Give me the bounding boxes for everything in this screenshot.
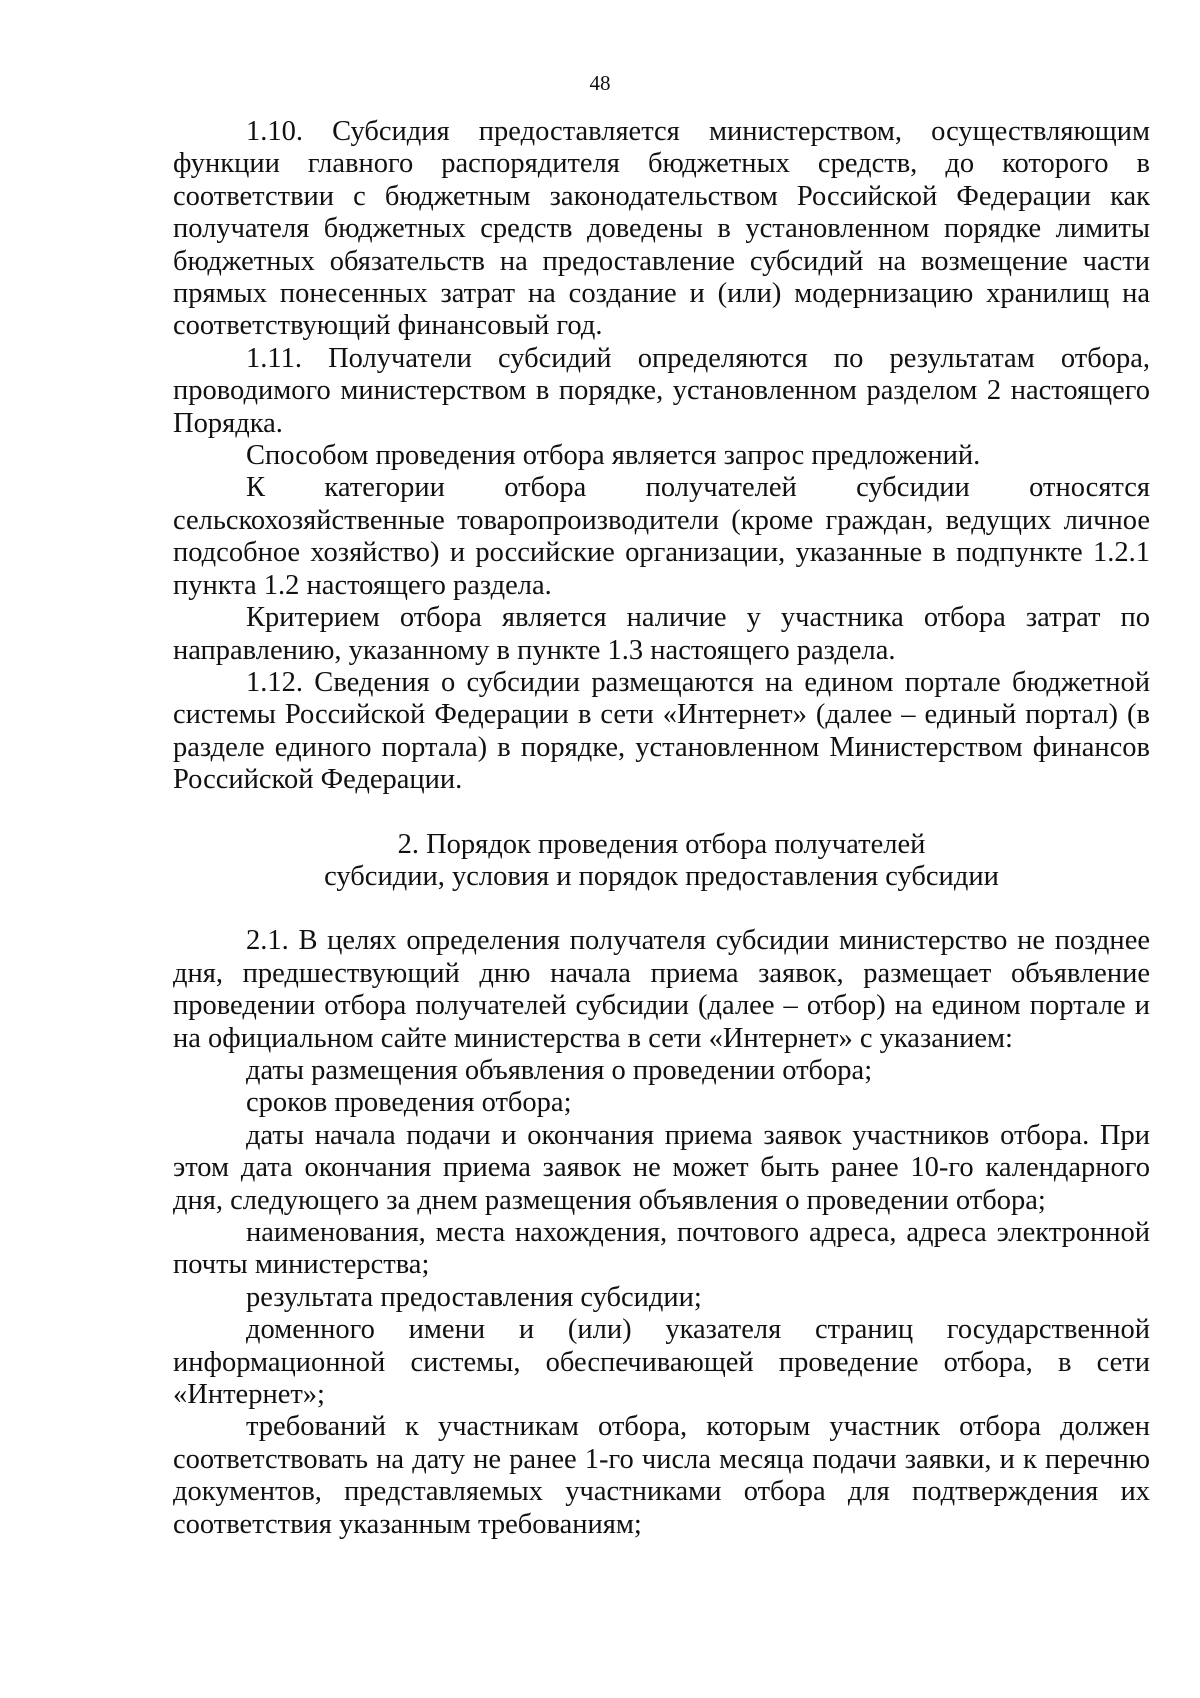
paragraph-2-1: 2.1. В целях определения получателя субсидии министерство не позднее дня, предшествующий дню начала приема заявок, размещает объявление проведении отбора получателей субсидии (далее – отбор) на едином портале и на официальном сайте министерства в сети «Интернет» с указанием: — [173, 925, 1150, 1054]
section-heading-line-2: субсидии, условия и порядок предоставления субсидии — [324, 860, 999, 892]
paragraph-1-10: 1.10. Субсидия предоставляется министерством, осуществляющим функции главного распорядителя бюджетных средств, до которого в соответствии с бюджетным законодательством Российской Федерации как получателя бюджетных средств доведены в установленном порядке лимиты бюджетных обязательств на предоставление субсидий на возмещение части прямых понесенных затрат на создание и (или) модернизацию хранилищ на соответствующий финансовый год. — [173, 116, 1150, 342]
paragraph-1-11: 1.11. Получатели субсидий определяются по результатам отбора, проводимого министерством в порядке, установленном разделом 2 настоящего Порядка. — [173, 342, 1150, 439]
document-body — [173, 116, 1150, 1541]
list-item-subsidy-result: результата предоставления субсидии; — [246, 1281, 702, 1313]
paragraph-selection-category: К категории отбора получателей субсидии относятся сельскохозяйственные товаропроизводители (кроме граждан, ведущих личное подсобное хозяйство) и российские организации, указанные в подпункте 1.2.1 пункта 1.2 настоящего раздела. — [173, 472, 1150, 601]
paragraph-selection-method: Способом проведения отбора является запрос предложений. — [246, 440, 981, 472]
section-heading-line-1: 2. Порядок проведения отбора получателей — [397, 828, 926, 860]
list-item-application-dates: даты начала подачи и окончания приема заявок участников отбора. При этом дата окончания приема заявок не может быть ранее 10-го календарного дня, следующего за днем размещения объявления о проведении отбора; — [173, 1119, 1150, 1216]
page-number: 48 — [589, 71, 611, 95]
list-item-placement-date: даты размещения объявления о проведении отбора; — [246, 1054, 873, 1086]
paragraph-1-12: 1.12. Сведения о субсидии размещаются на едином портале бюджетной системы Российской Федерации в сети «Интернет» (далее – единый портал) (в разделе единого портала) в порядке, установленном Министерством финансов Российской Федерации. — [173, 666, 1150, 796]
list-item-selection-period: сроков проведения отбора; — [246, 1087, 572, 1119]
list-item-domain-name: доменного имени и (или) указателя страниц государственной информационной системы, обеспечивающей проведение отбора, в сети «Интернет»; — [173, 1314, 1150, 1411]
paragraph-selection-criterion: Критерием отбора является наличие у участника отбора затрат по направлению, указанному в пункте 1.3 настоящего раздела. — [173, 602, 1150, 666]
list-item-participant-requirements: требований к участникам отбора, которым участник отбора должен соответствовать на дату не ранее 1-го числа месяца подачи заявки, и к перечню документов, представляемых участниками отбора для подтверждения их соответствия указанным требованиям; — [173, 1411, 1150, 1540]
section-heading — [173, 829, 1150, 894]
list-item-ministry-contacts: наименования, места нахождения, почтового адреса, адреса электронной почты министерства; — [173, 1217, 1150, 1281]
